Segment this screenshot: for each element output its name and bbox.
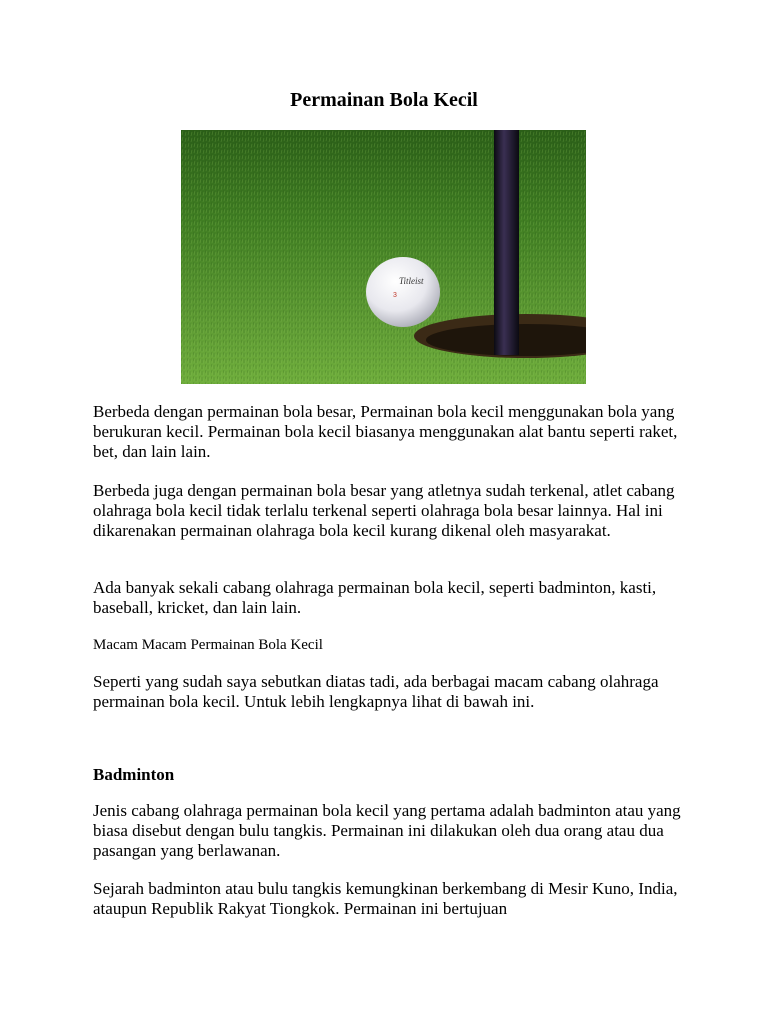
paragraph-examples: Ada banyak sekali cabang olahraga permainan bola kecil, seperti badminton, kasti, baseball, kricket, dan lain lain. (93, 578, 657, 617)
paragraph-badminton-history: Sejarah badminton atau bulu tangkis kemungkinan berkembang di Mesir Kuno, India, ataupun Republik Rakyat Tiongkok. Permainan ini bertujuan (93, 879, 678, 918)
paragraph-athletes: Berbeda juga dengan permainan bola besar yang atletnya sudah terkenal, atlet cabang olahraga bola kecil tidak terlalu terkenal seperti olahraga bola besar lainnya. Hal ini dikarenakan permainan olahraga bola kecil kurang dikenal oleh masyarakat. (93, 481, 675, 540)
subheading-types: Macam Macam Permainan Bola Kecil (93, 637, 323, 653)
golf-photo (181, 130, 586, 384)
paragraph-types-intro: Seperti yang sudah saya sebutkan diatas tadi, ada berbagai macam cabang olahraga permainan bola kecil. Untuk lebih lengkapnya lihat di bawah ini. (93, 672, 659, 711)
golf-ball (366, 257, 440, 327)
paragraph-badminton: Jenis cabang olahraga permainan bola kecil yang pertama adalah badminton atau yang biasa disebut dengan bulu tangkis. Permainan ini dilakukan oleh dua orang atau dua pasangan yang berlawanan. (93, 801, 681, 860)
flag-pole (494, 130, 519, 355)
paragraph-intro: Berbeda dengan permainan bola besar, Permainan bola kecil menggunakan bola yang berukuran kecil. Permainan bola kecil biasanya menggunakan alat bantu seperti raket, bet, dan lain lain. (93, 402, 678, 461)
svg-text:3: 3 (393, 292, 397, 299)
ball-brand-text: Titleist (399, 276, 424, 286)
section-heading-badminton: Badminton (93, 765, 175, 784)
page-title: Permainan Bola Kecil (290, 89, 478, 111)
